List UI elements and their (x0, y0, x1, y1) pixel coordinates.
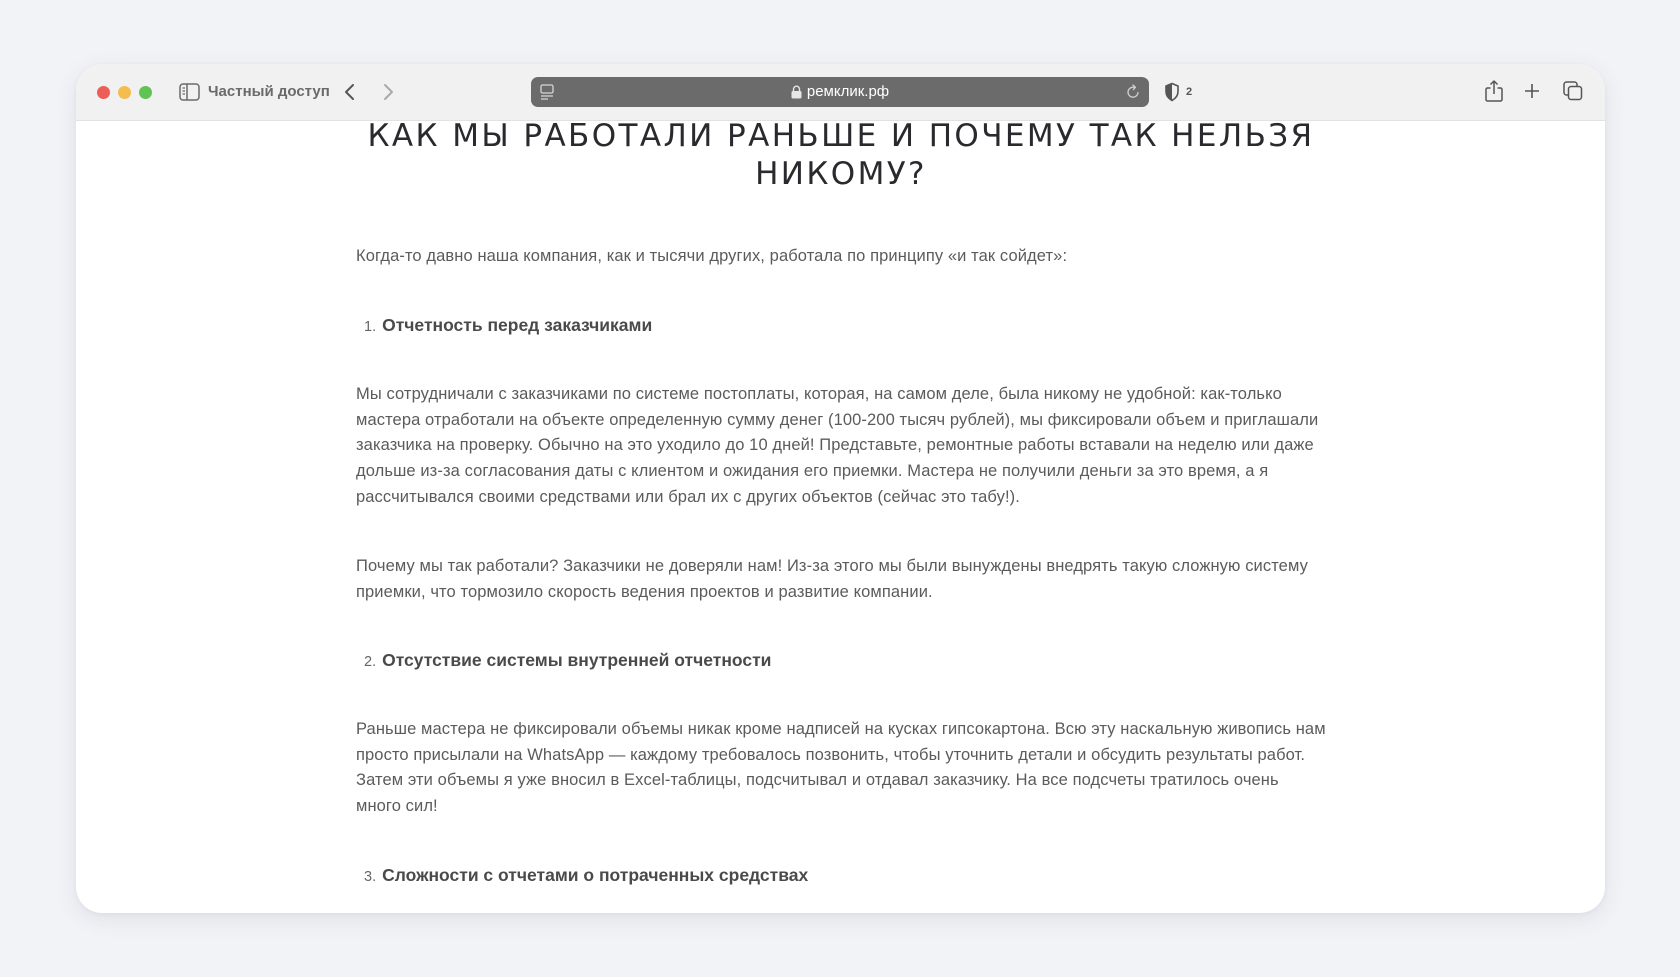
list-item-2 (364, 648, 771, 674)
article-title (356, 117, 1326, 193)
close-window-button[interactable] (97, 86, 110, 99)
list-item-3 (364, 863, 808, 889)
list-item-number: 3. (364, 869, 377, 885)
article-title-line-2: НИКОМУ? (755, 156, 927, 192)
intro-paragraph: Когда-то давно наша компания, как и тысячи других, работала по принципу «и так сойдет»: (356, 247, 1068, 265)
browser-window (76, 64, 1605, 913)
minimize-window-button[interactable] (118, 86, 131, 99)
reload-icon[interactable] (1125, 84, 1141, 100)
list-item-heading: Отчетность перед заказчиками (382, 315, 653, 335)
list-item-number: 1. (364, 319, 377, 335)
back-icon[interactable] (342, 81, 358, 103)
paragraph-postpayment: Мы сотрудничали с заказчиками по системе постоплаты, которая, на самом деле, была никому не удобной: как-только мастера отработали на объекте определенную сумму денег (100-200 тысяч рублей), мы фиксировали объем и приглашали заказчика на проверку. Обычно на это уходило до 10 дней! Представьте, ремонтные работы вставали на неделю или даже дольше из-за согласования даты с клиентом и ожидания его приемки. Мастера не получили деньги за это время, а я рассчитывался своими средствами или брал их с других объектов (сейчас это табу!). (356, 385, 1319, 506)
private-browsing-label: Частный доступ (208, 83, 330, 100)
list-item-heading: Сложности с отчетами о потраченных средствах (382, 865, 809, 885)
sidebar-icon[interactable] (179, 83, 200, 101)
article-title-line-1: КАК МЫ РАБОТАЛИ РАНЬШЕ И ПОЧЕМУ ТАК НЕЛЬЗЯ (367, 118, 1315, 154)
shield-icon[interactable] (1164, 82, 1180, 102)
forward-icon[interactable] (380, 81, 396, 103)
list-item-number: 2. (364, 654, 377, 670)
url-text: ремклик.рф (806, 83, 890, 100)
tabs-icon[interactable] (1563, 81, 1583, 101)
zoom-window-button[interactable] (139, 86, 152, 99)
share-icon[interactable] (1484, 79, 1504, 103)
paragraph-reporting: Раньше мастера не фиксировали объемы никак кроме надписей на кусках гипсокартона. Всю эту наскальную живопись нам просто присылали на WhatsApp — каждому требовалось позвонить, чтобы уточнить детали и обсудить результаты работ. Затем эти объемы я уже вносил в Excel-таблицы, подсчитывал и отдавал заказчику. На все подсчеты тратилось очень много сил! (356, 720, 1326, 816)
address-bar[interactable] (531, 77, 1149, 107)
page-content (76, 118, 1605, 913)
paragraph-trust: Почему мы так работали? Заказчики не доверяли нам! Из-за этого мы были вынуждены внедрять такую сложную систему приемки, что тормозило скорость ведения проектов и развитие компании. (356, 557, 1308, 601)
list-item-heading: Отсутствие системы внутренней отчетности (382, 650, 772, 670)
list-item-1 (364, 313, 652, 339)
browser-toolbar (76, 64, 1605, 121)
tracker-count: 2 (1186, 86, 1193, 98)
plus-icon[interactable] (1523, 82, 1541, 100)
lock-icon (791, 85, 802, 99)
